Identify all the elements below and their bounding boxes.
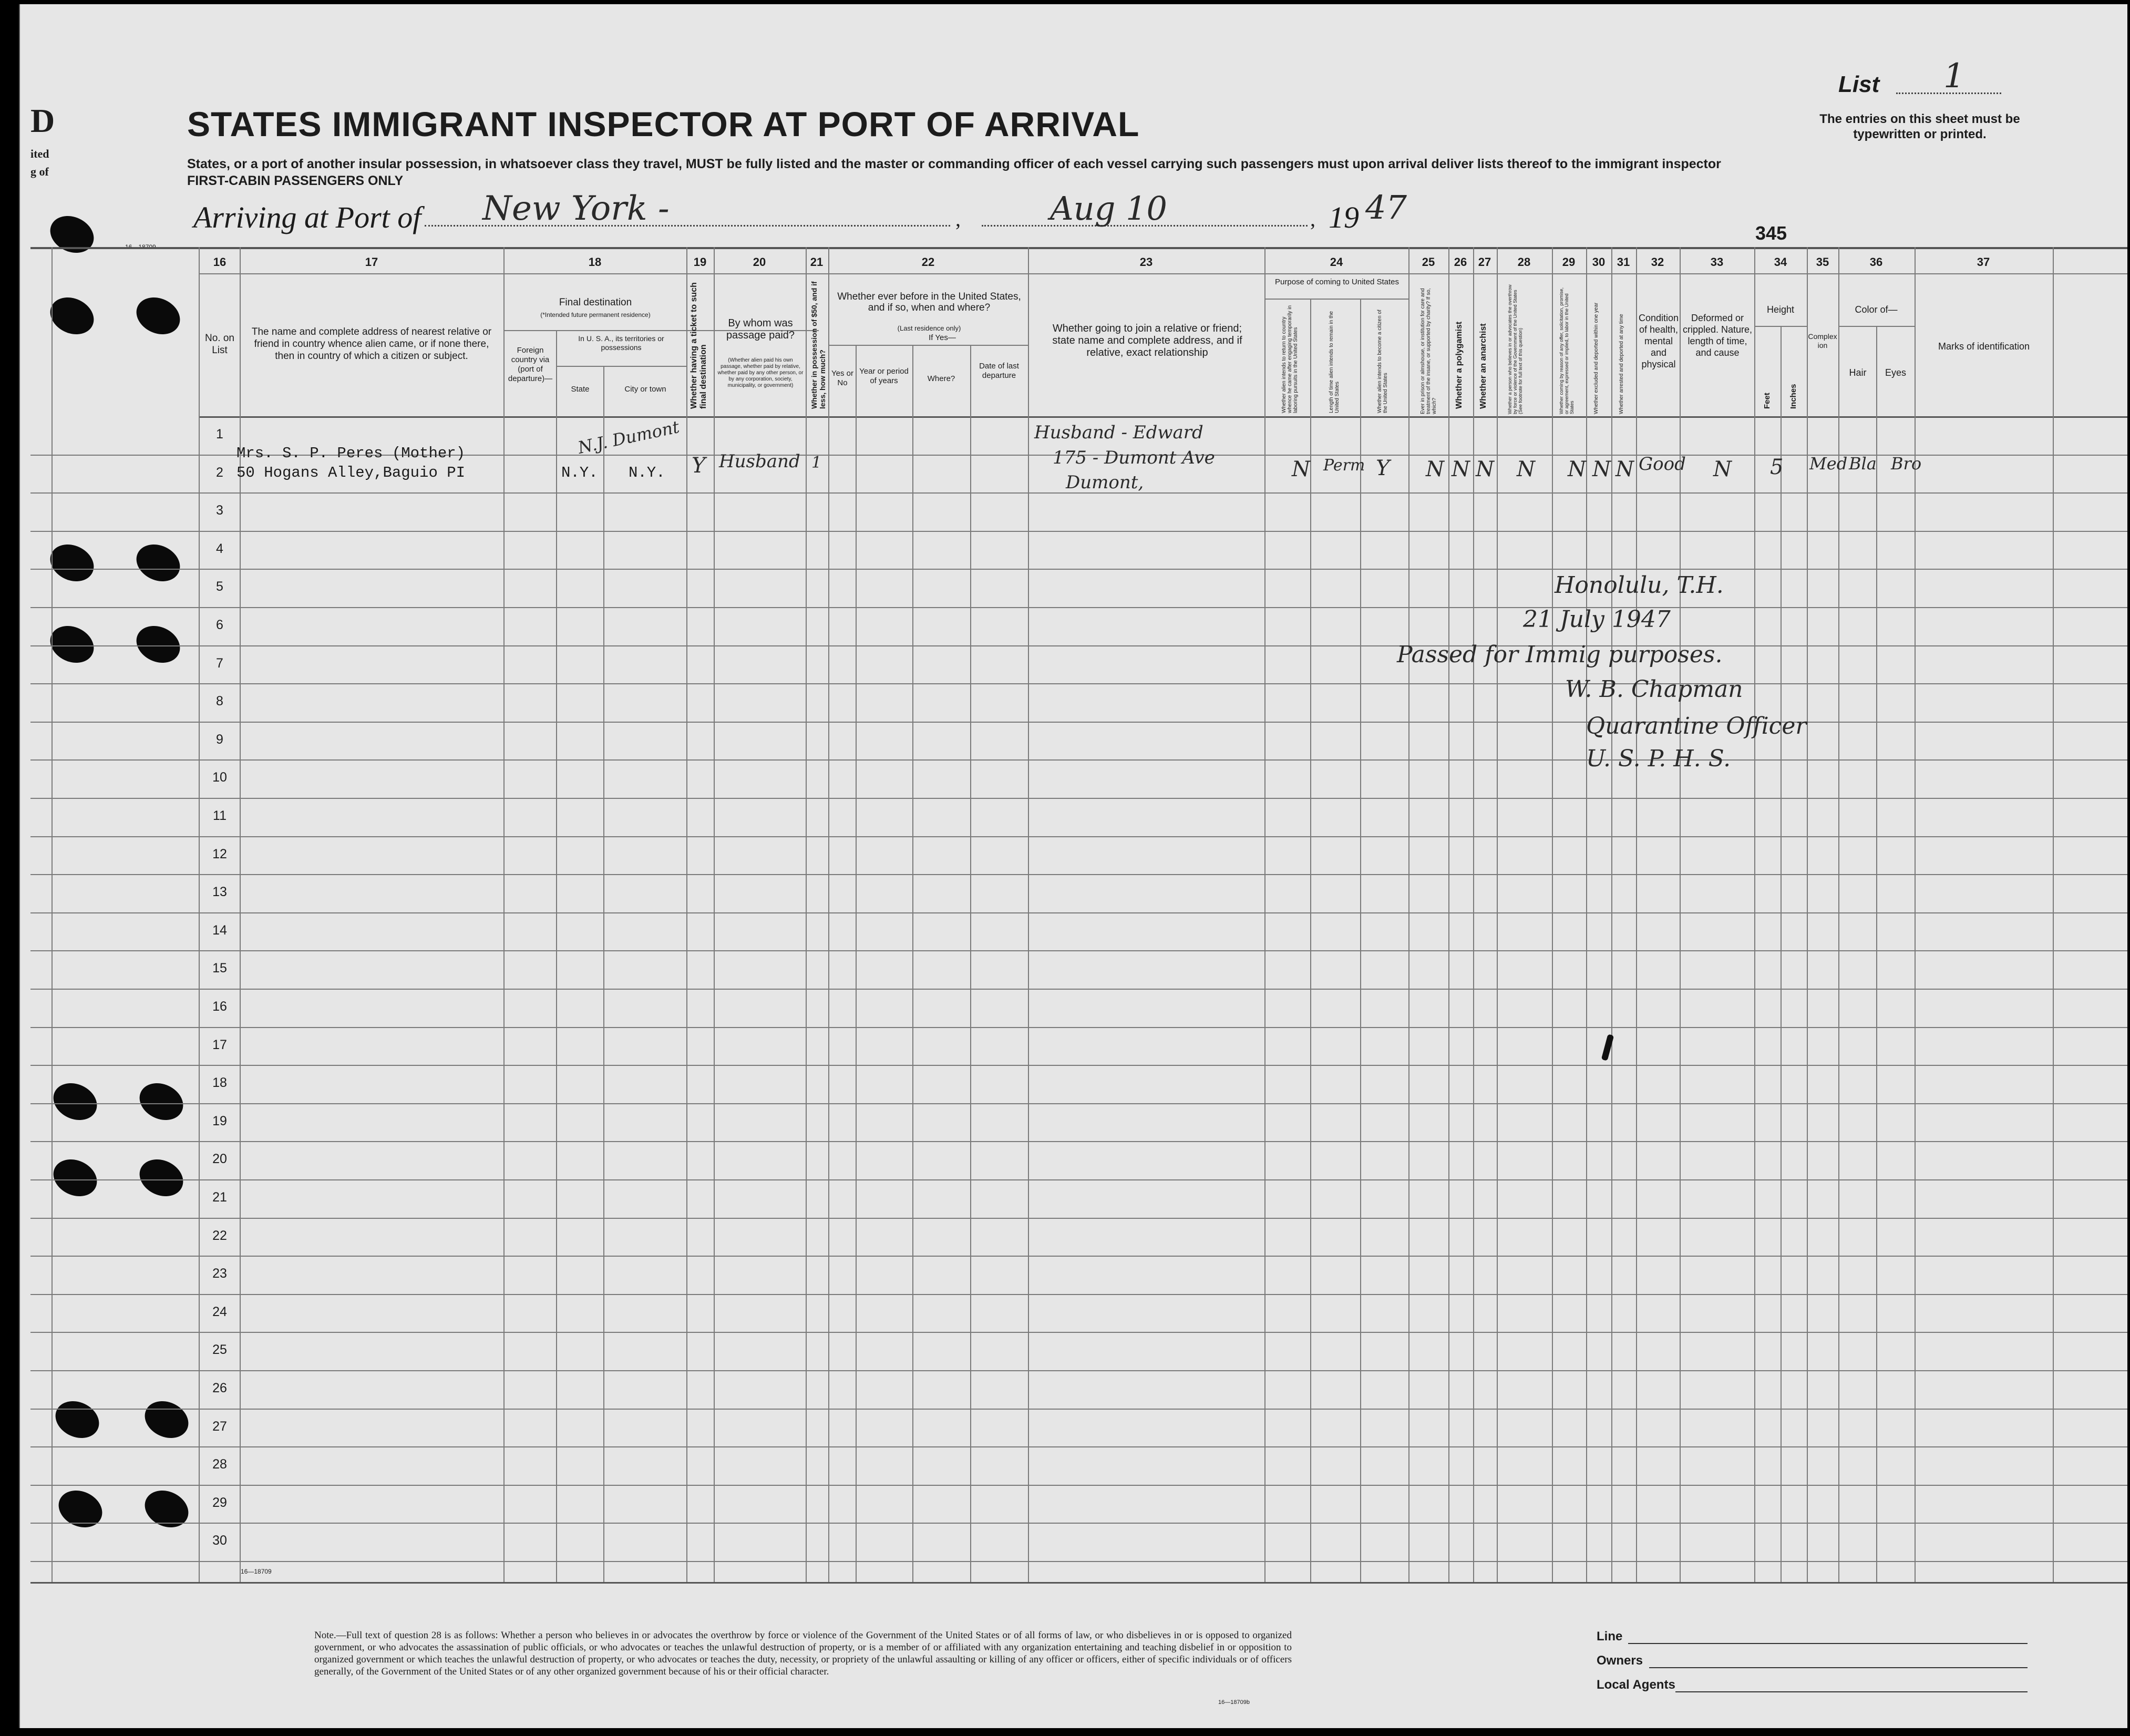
edge-fragment-1: ited: [30, 147, 49, 160]
entry-q28: N: [1517, 457, 1535, 481]
col-line: [828, 247, 829, 1582]
entry-name-line1: Mrs. S. P. Peres (Mother): [236, 445, 466, 462]
class-line: FIRST-CABIN PASSENGERS ONLY: [187, 173, 404, 188]
col-line: [1497, 247, 1498, 1582]
owners-rule: [1649, 1667, 2028, 1668]
colnum-31: 31: [1617, 255, 1630, 269]
row-number: 8: [216, 694, 223, 709]
row-number: 11: [213, 808, 227, 823]
hdr-state: State: [571, 385, 590, 394]
row-number: 25: [212, 1342, 227, 1358]
hdr-date-departure: Date of last departure: [979, 362, 1019, 380]
list-number: 1: [1943, 57, 1965, 96]
punch-hole: [139, 1394, 194, 1445]
colnum-24: 24: [1330, 255, 1343, 269]
row-line: [30, 989, 2127, 990]
col-line: [603, 366, 604, 1582]
entry-joining-line2: 175 - Dumont Ave: [1053, 447, 1215, 468]
hdr-purpose: Purpose of coming to United States: [1275, 278, 1399, 286]
punch-hole: [130, 538, 186, 588]
annotation-line1: Honolulu, T.H.: [1555, 572, 1724, 599]
hdr-feet: Feet: [1763, 393, 1772, 409]
subhdr-line: [828, 345, 1028, 346]
punch-hole: [139, 1484, 194, 1534]
hdr-prison: Ever in prison or almshouse, or institution for care and treatment of the insane, or supported by charity? If so, which?: [1420, 288, 1437, 414]
hdr-polygamist: Whether a polygamist: [1455, 321, 1464, 409]
hdr-final-destination: Final destination: [559, 297, 632, 308]
row-line: [30, 1561, 2127, 1562]
hdr-where: Where?: [927, 374, 955, 383]
row-number: 10: [212, 770, 227, 785]
row-number: 17: [212, 1037, 227, 1052]
row-number: 6: [216, 618, 223, 632]
colnum-37: 37: [1977, 255, 1990, 269]
row-line: [30, 683, 2127, 684]
hdr-q29: Whether coming by reason of any offer, solicitation, promise, or agreement, expressed or implied, to labor in the United States: [1559, 287, 1575, 414]
entry-q31: N: [1615, 457, 1634, 481]
hdr-inches: Inches: [1789, 384, 1798, 409]
row-number: 19: [212, 1113, 227, 1128]
row-line: [30, 1409, 2127, 1410]
colnum-22: 22: [921, 255, 935, 269]
subhdr-line: [1264, 299, 1408, 300]
hdr-joining: Whether going to join a relative or friend; state name and complete address, and if relative, exact relationship: [1052, 323, 1242, 358]
annotation-line3: Passed for Immig purposes.: [1397, 641, 1723, 668]
hdr-q31: Whether arrested and deported at any time: [1619, 314, 1624, 414]
punch-hole: [133, 1076, 189, 1127]
entry-purpose-c: Y: [1376, 456, 1390, 480]
hdr-eyes: Eyes: [1885, 367, 1907, 378]
line-rule: [1628, 1643, 2028, 1644]
hdr-complexion: Complexion: [1808, 332, 1837, 350]
col-line: [1473, 247, 1474, 1582]
hdr-health: Condition of health, mental and physical: [1639, 313, 1679, 369]
hdr-if-yes: If Yes—: [929, 333, 956, 342]
col-line: [1552, 247, 1553, 1582]
instruction-line: States, or a port of another insular possession, in whatsoever class they travel, MUST be fully listed and the master or commanding officer of each vessel carrying such passengers must upon arrival deliver lists thereof to the immigrant inspector: [187, 157, 1721, 171]
row-number: 7: [216, 655, 223, 671]
row-line: [30, 607, 2127, 608]
arriving-label: Arriving at Port of: [193, 200, 421, 234]
entry-dest-city: N.Y.: [629, 464, 665, 481]
row-line: [30, 1256, 2127, 1257]
row-line: [30, 1446, 2127, 1447]
row-line: [30, 1027, 2127, 1028]
entry-money: 1: [811, 454, 822, 472]
row-line: [30, 645, 2127, 646]
table-bottom-border: [30, 1582, 2127, 1584]
colnum-25: 25: [1422, 255, 1435, 269]
row-number: 15: [212, 961, 227, 976]
form-code-note: 16—18709b: [1218, 1699, 1250, 1706]
row-number: 13: [212, 885, 227, 900]
hdr-purpose-b: Length of time alien intends to remain in the United States: [1329, 311, 1340, 413]
annotation-line5: Quarantine Officer: [1586, 713, 1807, 739]
col-line: [1586, 247, 1587, 1582]
row-line: [30, 1523, 2127, 1524]
hdr-year-period: Year or period of years: [859, 367, 909, 385]
page-title: STATES IMMIGRANT INSPECTOR AT PORT OF ARRIVAL: [187, 105, 1140, 143]
col-line: [1310, 299, 1311, 1582]
row-line: [30, 1065, 2127, 1066]
row-line: [30, 1370, 2127, 1371]
colnum-33: 33: [1710, 255, 1724, 269]
hdr-city: City or town: [624, 385, 666, 394]
row-line: [30, 836, 2127, 837]
edge-fragment-d: D: [30, 102, 55, 139]
col-line: [806, 247, 807, 1582]
entry-q30: N: [1592, 457, 1611, 481]
row-number: 16: [212, 999, 227, 1014]
colnum-34: 34: [1774, 255, 1787, 269]
sheet-number: 345: [1755, 222, 1787, 244]
row-line: [30, 1103, 2127, 1104]
punch-hole: [47, 1076, 103, 1127]
comma: ,: [1310, 207, 1315, 231]
hdr-no-on-list: No. on List: [205, 333, 234, 356]
row-number: 24: [212, 1304, 227, 1319]
row-line: [30, 950, 2127, 951]
col-line: [1781, 326, 1782, 1582]
hdr-color-of: Color of—: [1855, 304, 1898, 315]
col-line: [1915, 247, 1916, 1582]
row-number: 20: [212, 1152, 227, 1167]
margin-line: [52, 247, 53, 1582]
col-line: [503, 247, 505, 1582]
row-number: 27: [212, 1419, 227, 1434]
hdr-deformed: Deformed or crippled. Nature, length of time, and cause: [1682, 313, 1753, 358]
entry-purpose-a: N: [1292, 457, 1310, 481]
row-line: [30, 1218, 2127, 1219]
footnote: Note.—Full text of question 28 is as follows: Whether a person who believes in or advocates the overthrow by force or violence of the Government of the United States or of all forms of law, or who disbelieves in or is opposed to organized government, or who advocates the assassination of public officials, or who advocates or teaches the unlawful destruction of property, or is a member of or affiliated with any organization entertaining and teaching disbelief in or opposition to organized government or which teaches the unlawful destruction of property, or who advocates or teaches the duty, necessity, or propriety of the unlawful assaulting or killing of any officer or officers, either of specific individuals or of officers generally, of the Government of the United States or of any other organized government because of his or their official character.: [314, 1630, 1292, 1677]
row-line: [30, 874, 2127, 875]
entry-ticket: Y: [692, 454, 706, 478]
col-line: [199, 247, 200, 1582]
annotation-line2: 21 July 1947: [1523, 606, 1671, 633]
entry-dest-hand: N.J. Dumont: [576, 417, 681, 458]
typewritten-note: The entries on this sheet must be typewritten or printed.: [1819, 112, 2020, 141]
hdr-hair: Hair: [1849, 367, 1867, 378]
punch-hole: [47, 1153, 103, 1203]
row-number: 12: [212, 846, 227, 861]
colnum-21: 21: [810, 255, 824, 269]
entry-health: Good: [1639, 454, 1686, 475]
hdr-ever-before: Whether ever before in the United States, and if so, when and where?: [837, 291, 1021, 313]
entry-paid-by: Husband: [719, 451, 800, 472]
colnum-16: 16: [213, 255, 227, 269]
edge-fragment-2: g of: [30, 165, 49, 178]
col-line: [1360, 299, 1361, 1582]
table-top-border: [30, 247, 2127, 249]
col-line: [1408, 247, 1409, 1582]
row-line: [30, 759, 2127, 761]
col-line: [1264, 247, 1265, 1582]
row-number: 5: [216, 579, 223, 594]
row-line: [30, 722, 2127, 723]
col-line: [1611, 247, 1612, 1582]
hdr-anarchist: Whether an anarchist: [1479, 323, 1488, 409]
date-value: Aug 10: [1050, 189, 1167, 228]
punch-hole: [53, 1484, 108, 1534]
row-number: 4: [216, 541, 223, 556]
row-line: [30, 569, 2127, 570]
port-value: New York -: [482, 189, 670, 228]
col-line: [1028, 247, 1029, 1582]
entry-feet: 5: [1770, 455, 1784, 479]
hdr-fifty-dollars: Whether in possession of $50, and if less, how much?: [810, 281, 827, 409]
row-line: [30, 1332, 2127, 1333]
row-number: 1: [216, 427, 223, 441]
hdr-final-destination-note: (*Intended future permanent residence): [540, 311, 651, 319]
entry-q26: N: [1452, 457, 1470, 481]
colnum-23: 23: [1139, 255, 1153, 269]
colnum-26: 26: [1454, 255, 1467, 269]
entry-q25: N: [1426, 457, 1444, 481]
col-line: [2053, 247, 2054, 1582]
year-suffix: 47: [1365, 188, 1407, 227]
row-number: 22: [212, 1228, 227, 1243]
row-line: [30, 1141, 2127, 1142]
hdr-foreign-country: Foreign country via (port of departure)—: [508, 346, 553, 383]
year-prefix: 19: [1329, 200, 1359, 234]
colnum-30: 30: [1592, 255, 1606, 269]
line-label: Line: [1597, 1629, 1623, 1643]
hdr-q30: Whether excluded and deported within one year: [1593, 302, 1599, 414]
entry-q27: N: [1476, 457, 1494, 481]
punch-hole: [130, 291, 186, 341]
col-line: [686, 247, 687, 1582]
colnum-17: 17: [365, 255, 378, 269]
hdr-in-usa: In U. S. A., its territories or possessions: [578, 334, 664, 352]
row-number: 26: [212, 1381, 227, 1395]
col-line: [1876, 326, 1877, 1582]
hdr-by-whom: By whom was passage paid?: [726, 317, 795, 341]
manifest-sheet: [19, 4, 2127, 1728]
colnum-29: 29: [1562, 255, 1576, 269]
colnum-27: 27: [1478, 255, 1491, 269]
entry-name-line2: 50 Hogans Alley,Baguio PI: [236, 464, 466, 481]
owners-label: Owners: [1597, 1653, 1643, 1668]
hdr-ever-before-note: (Last residence only): [897, 324, 961, 332]
row-number: 21: [212, 1190, 227, 1205]
colnum-18: 18: [588, 255, 602, 269]
comma: ,: [955, 207, 961, 231]
hdr-purpose-c: Whether alien intends to become a citizen of the United States: [1377, 310, 1388, 413]
list-label: List: [1838, 71, 1880, 97]
row-number: 29: [212, 1495, 227, 1510]
hdr-by-whom-note: (Whether alien paid his own passage, whether paid by relative, whether paid by any other person, or by any corporation, society, municipality, or government): [717, 357, 804, 388]
col-line: [1448, 247, 1449, 1582]
subhdr-line: [556, 366, 687, 367]
hdr-purpose-a: Whether alien intends to return to country whence he came after engaging temporarily in laboring pursuits in the United States: [1281, 305, 1299, 413]
agents-rule: [1675, 1691, 2028, 1692]
row-number: 28: [212, 1457, 227, 1472]
row-number: 9: [216, 732, 223, 747]
row-line: [30, 798, 2127, 799]
col-line: [1680, 247, 1681, 1582]
row-line: [30, 1179, 2127, 1180]
entry-dest-state: N.Y.: [561, 464, 598, 481]
col-line: [1636, 247, 1637, 1582]
punch-hole: [49, 1394, 105, 1445]
col-line: [714, 247, 715, 1582]
entry-hair: Bla: [1849, 454, 1877, 474]
colnum-28: 28: [1517, 255, 1531, 269]
colnum-32: 32: [1651, 255, 1664, 269]
hdr-relative-address: The name and complete address of nearest relative or friend in country whence alien came, or if none there, then in country of which a citizen or subject.: [251, 326, 492, 362]
col-line: [1754, 247, 1755, 1582]
agents-label: Local Agents: [1597, 1678, 1675, 1692]
row-number: 23: [212, 1266, 227, 1281]
entry-joining-line1: Husband - Edward: [1034, 422, 1203, 443]
row-number: 14: [212, 922, 227, 938]
colnum-35: 35: [1816, 255, 1829, 269]
punch-hole: [133, 1153, 189, 1203]
form-code-top: 16—18709: [125, 243, 156, 251]
row-number: 18: [212, 1075, 227, 1091]
hdr-yes-no: Yes or No: [831, 369, 853, 387]
row-line: [30, 912, 2127, 913]
row-line: [30, 531, 2127, 532]
col-line: [1807, 247, 1808, 1582]
entry-joining-line3: Dumont,: [1066, 472, 1144, 493]
entry-deformed: N: [1713, 457, 1732, 481]
entry-purpose-b: Perm: [1323, 456, 1365, 475]
col-line: [1838, 247, 1839, 1582]
colnum-36: 36: [1869, 255, 1883, 269]
row-line: [30, 1485, 2127, 1486]
hdr-ticket: Whether having a ticket to such final destination: [690, 282, 708, 409]
form-code-bottom: 16—18709: [241, 1568, 272, 1575]
row-number: 3: [216, 503, 223, 518]
entry-q29: N: [1568, 457, 1586, 481]
annotation-line6: U. S. P. H. S.: [1586, 745, 1731, 772]
punch-hole: [130, 619, 186, 670]
col-line: [556, 330, 557, 1582]
annotation-line4: W. B. Chapman: [1565, 676, 1743, 703]
colnum-19: 19: [693, 255, 707, 269]
row-number: 2: [216, 465, 223, 480]
entry-eyes: Bro: [1891, 454, 1922, 474]
entry-complexion: Med: [1809, 454, 1848, 474]
hdr-q28: Whether a person who believes in or advocates the overthrow by force or violence of the Government of the United States (See footnote for full text of this question): [1507, 284, 1523, 414]
row-number: 30: [212, 1533, 227, 1548]
hdr-marks: Marks of identification: [1938, 341, 2030, 352]
colnum-20: 20: [753, 255, 766, 269]
hdr-height: Height: [1766, 304, 1795, 315]
row-line: [30, 1294, 2127, 1295]
